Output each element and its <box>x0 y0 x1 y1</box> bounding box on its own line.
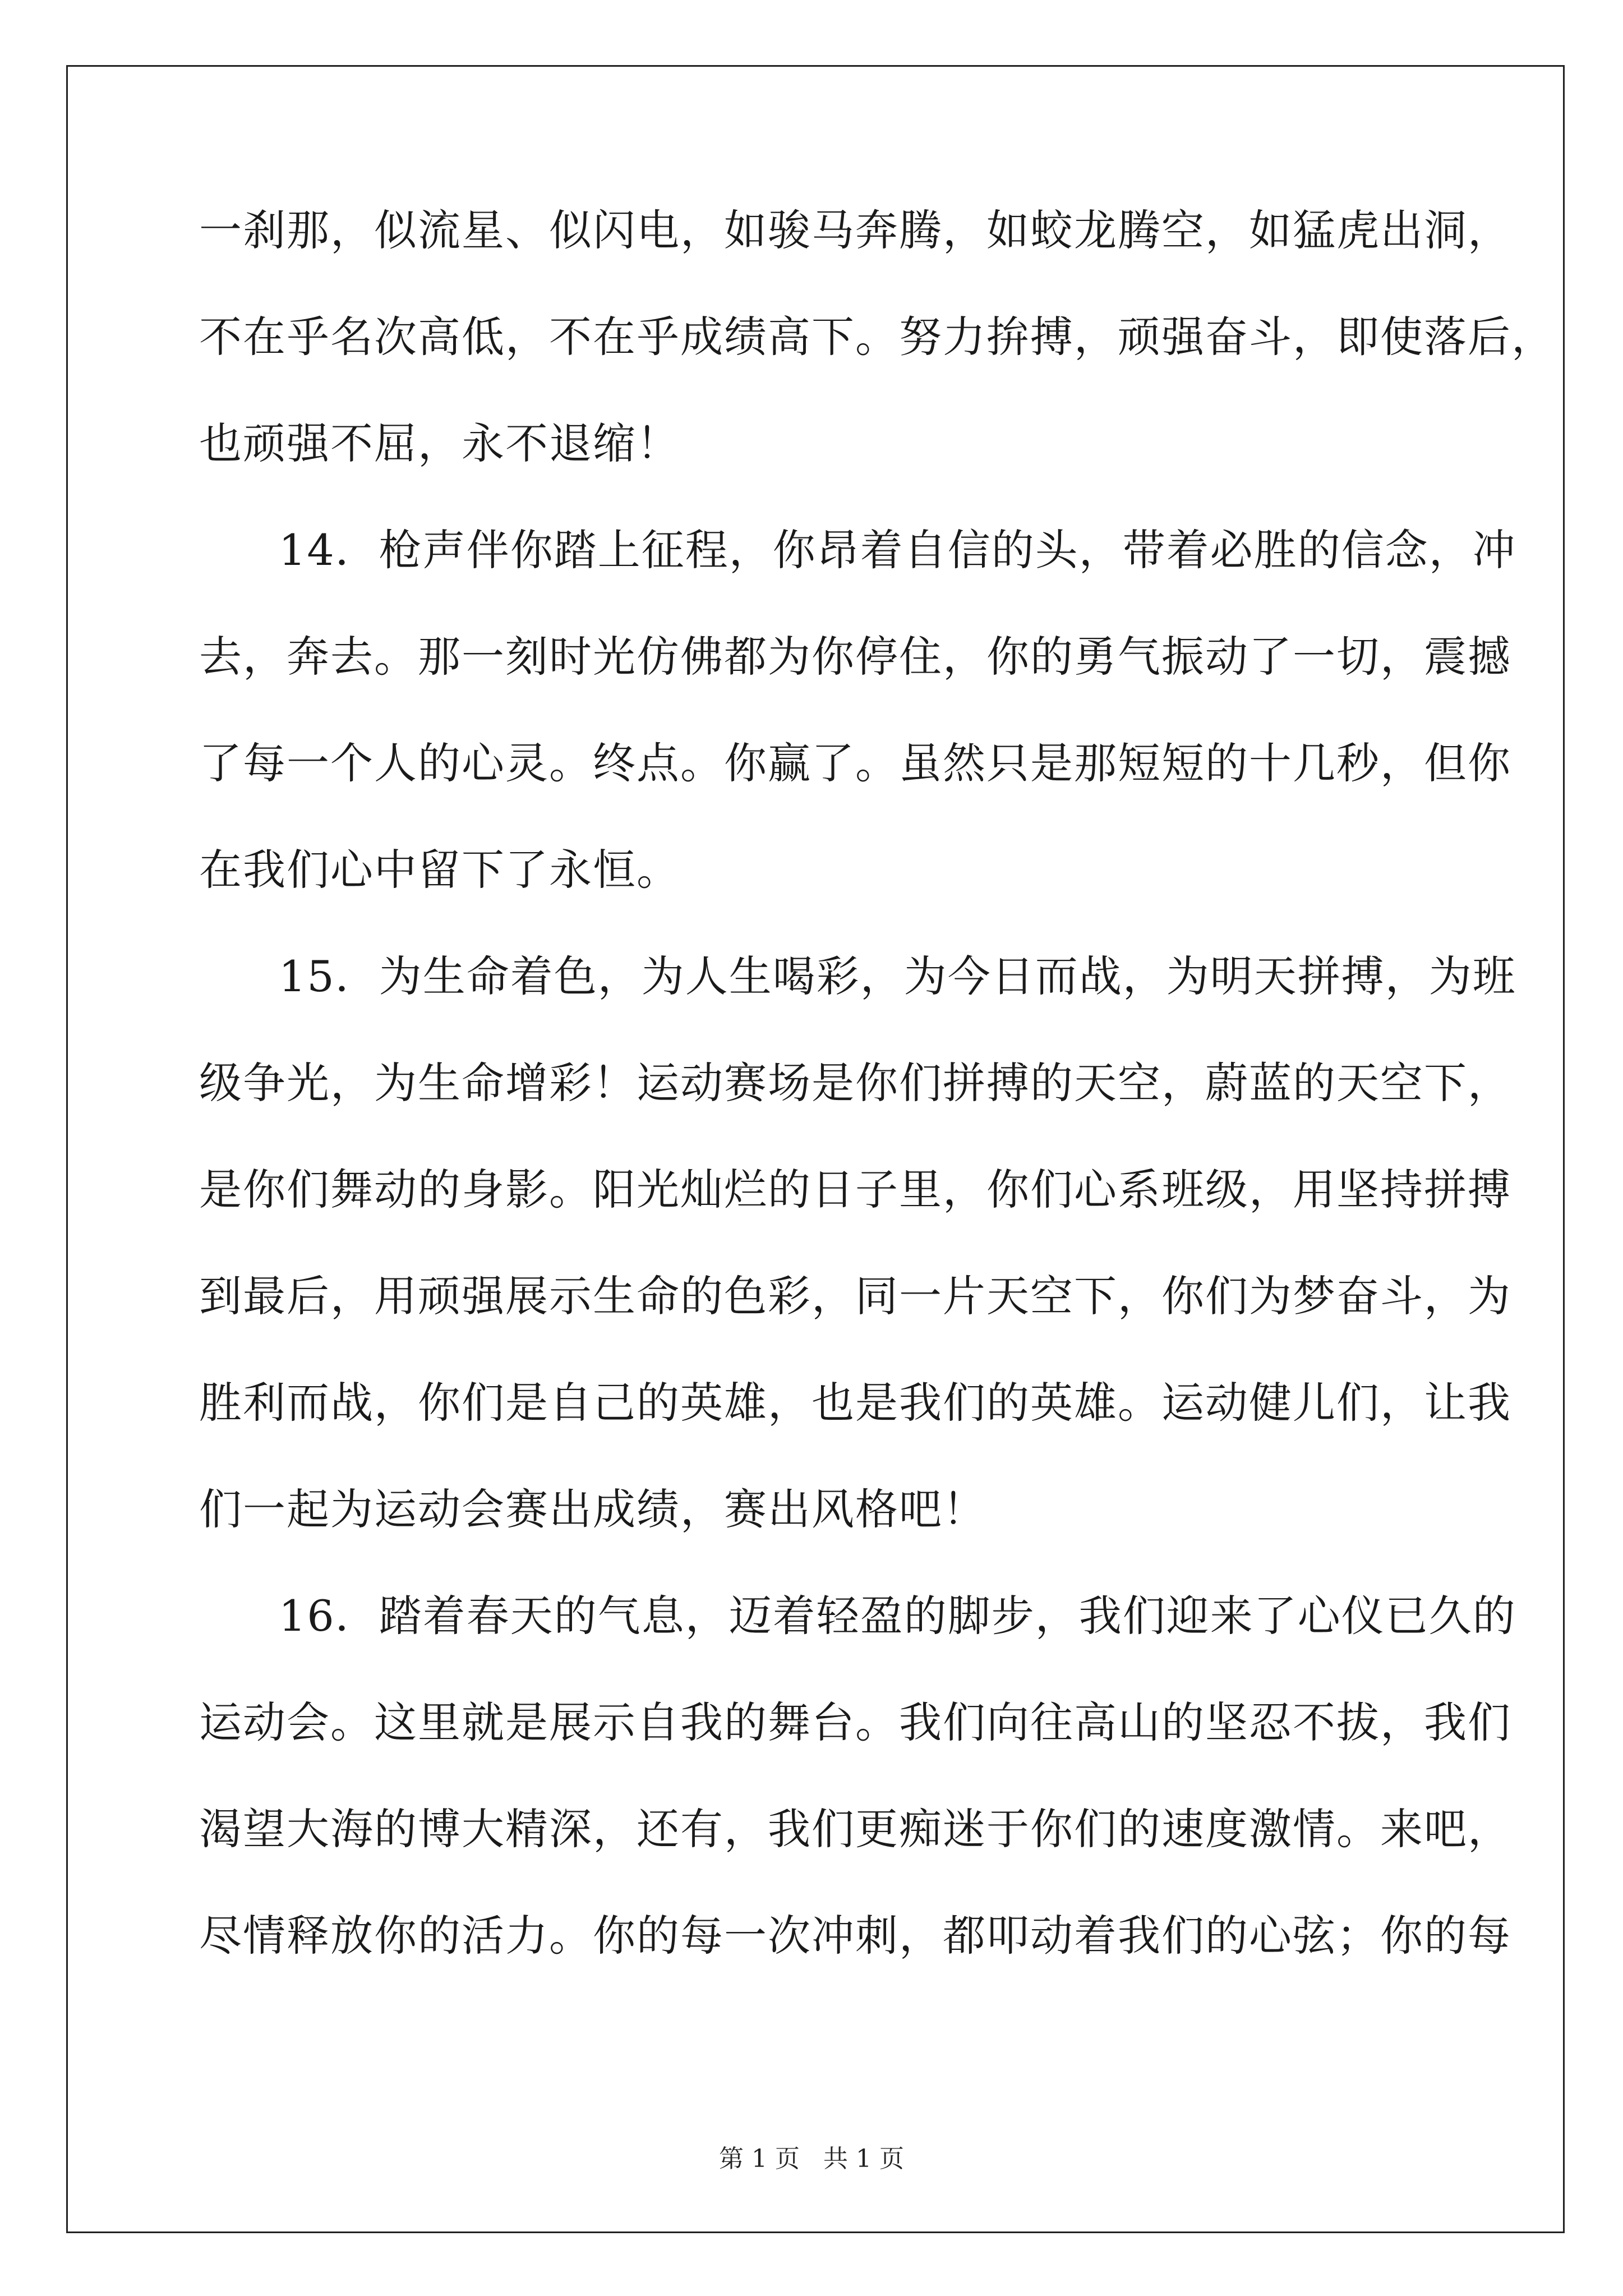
text-line: 级争光，为生命增彩！运动赛场是你们拼搏的天空，蔚蓝的天空下， <box>199 1058 1511 1108</box>
text-line: 渴望大海的博大精深，还有，我们更痴迷于你们的速度激情。来吧， <box>199 1804 1511 1854</box>
text-line: 了每一个人的心灵。终点。你赢了。虽然只是那短短的十几秒，但你 <box>199 738 1511 788</box>
text-line: 们一起为运动会赛出成绩，赛出风格吧！ <box>199 1484 986 1534</box>
page-number-footer: 第 1 页 共 1 页 <box>719 2145 904 2173</box>
text-line: 到最后，用顽强展示生命的色彩，同一片天空下，你们为梦奋斗，为 <box>199 1271 1511 1321</box>
text-line: 运动会。这里就是展示自我的舞台。我们向往高山的坚忍不拔，我们 <box>199 1697 1511 1747</box>
page-border <box>66 65 1565 2233</box>
text-line: 不在乎名次高低，不在乎成绩高下。努力拚搏，顽强奋斗，即使落后， <box>199 312 1555 362</box>
text-line: 尽情释放你的活力。你的每一次冲刺，都叩动着我们的心弦；你的每 <box>199 1911 1511 1961</box>
text-line: 也顽强不屈，永不退缩！ <box>199 418 680 468</box>
paragraph-15-start: 15．为生命着色，为人生喝彩，为今日而战，为明天拼搏，为班 <box>279 951 1516 1001</box>
text-line: 去，奔去。那一刻时光仿佛都为你停住，你的勇气振动了一切，震撼 <box>199 632 1511 682</box>
paragraph-16-start: 16．踏着春天的气息，迈着轻盈的脚步，我们迎来了心仪已久的 <box>279 1591 1516 1641</box>
text-line: 在我们心中留下了永恒。 <box>199 845 680 895</box>
text-line: 是你们舞动的身影。阳光灿烂的日子里，你们心系班级，用坚持拼搏 <box>199 1165 1511 1214</box>
text-line: 胜利而战，你们是自己的英雄，也是我们的英雄。运动健儿们，让我 <box>199 1378 1511 1428</box>
paragraph-14-start: 14．枪声伴你踏上征程，你昂着自信的头，带着必胜的信念，冲 <box>279 525 1516 575</box>
text-line: 一刹那，似流星、似闪电，如骏马奔腾，如蛟龙腾空，如猛虎出洞， <box>199 205 1511 255</box>
